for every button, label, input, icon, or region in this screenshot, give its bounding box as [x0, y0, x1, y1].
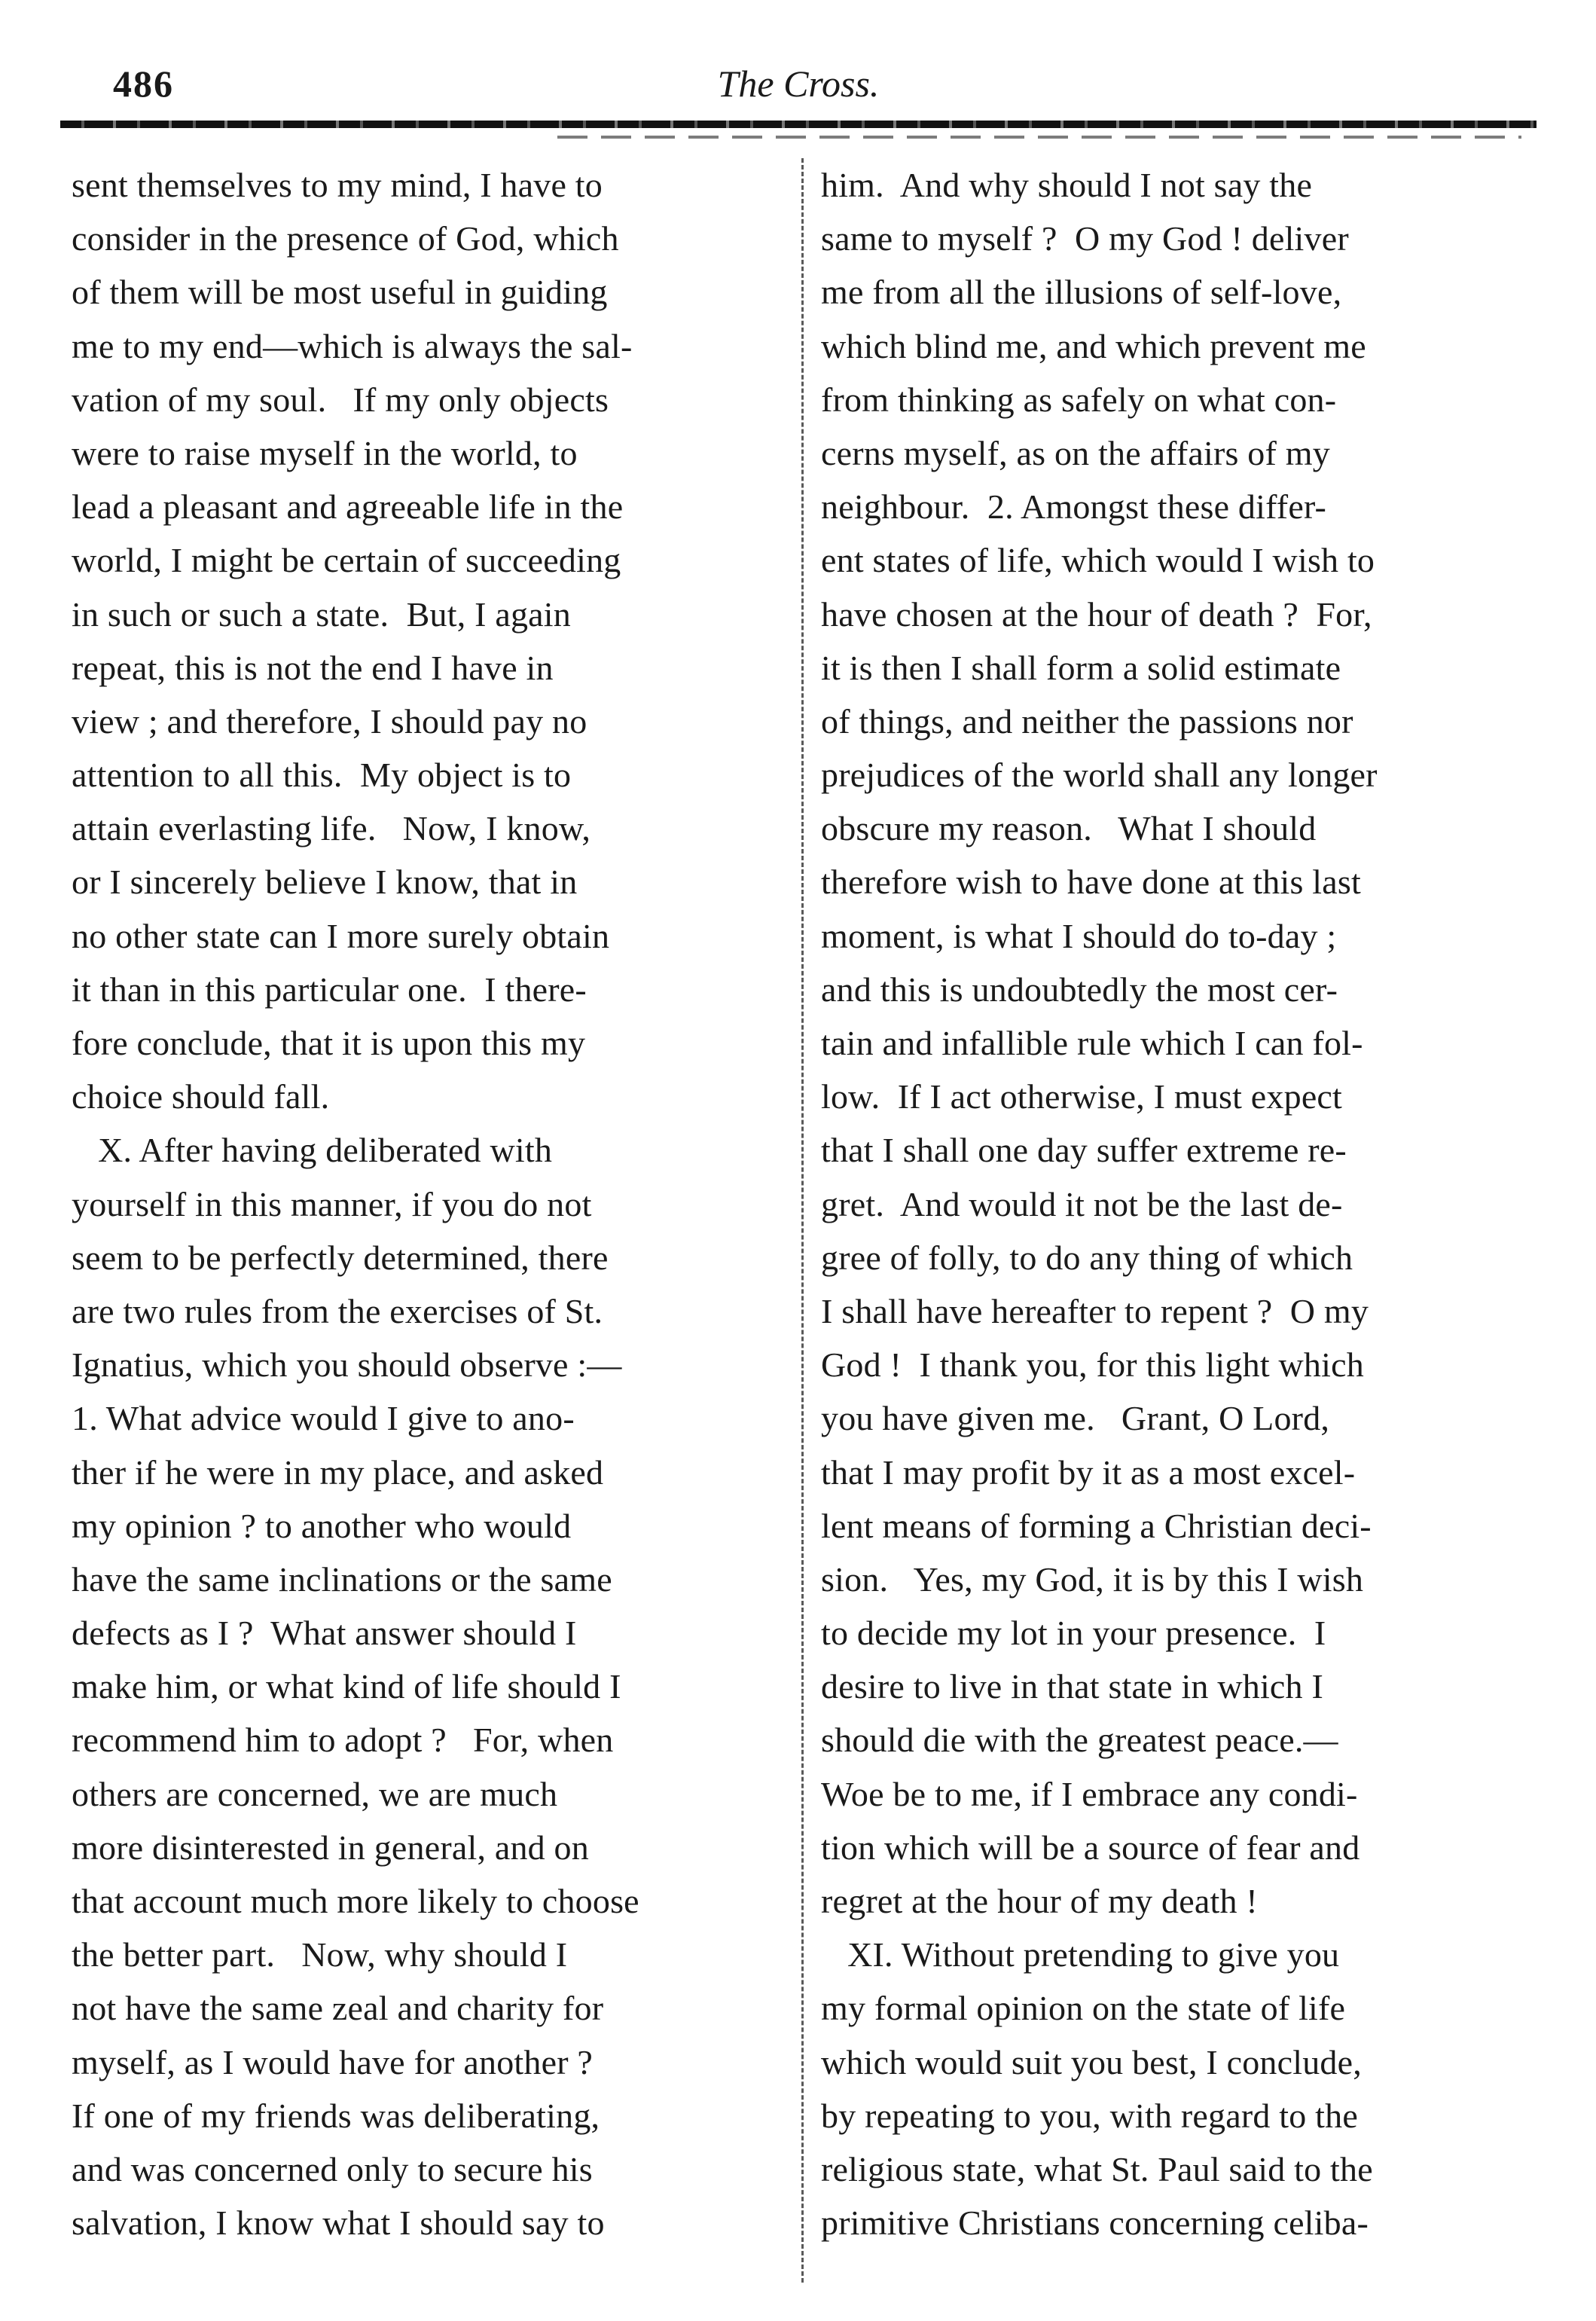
text-line: X. After having deliberated with: [72, 1131, 553, 1170]
text-line: desire to live in that state in which I: [821, 1667, 1323, 1706]
text-line: that account much more likely to choose: [72, 1882, 639, 1920]
text-line: prejudices of the world shall any longer: [821, 756, 1378, 795]
text-line: defects as I ? What answer should I: [72, 1614, 577, 1653]
text-line: myself, as I would have for another ?: [72, 2042, 594, 2081]
text-line: and was concerned only to secure his: [72, 2149, 593, 2188]
text-line: Woe be to me, if I embrace any condi-: [821, 1774, 1358, 1813]
right-column: [821, 158, 1536, 2249]
text-line: you have given me. Grant, O Lord,: [821, 1399, 1330, 1438]
text-line: view ; and therefore, I should pay no: [72, 701, 587, 741]
text-line: attention to all this. My object is to: [72, 756, 572, 795]
text-line: lent means of forming a Christian deci-: [821, 1506, 1372, 1545]
text-line: primitive Christians concerning celiba-: [821, 2203, 1369, 2243]
text-line: attain everlasting life. Now, I know,: [72, 809, 591, 848]
text-line: in such or such a state. But, I again: [72, 594, 571, 634]
text-line: XI. Without pretending to give you: [821, 1935, 1340, 1974]
text-line: the better part. Now, why should I: [72, 1935, 568, 1974]
text-line: low. If I act otherwise, I must expect: [821, 1077, 1343, 1116]
text-line: Ignatius, which you should observe :—: [72, 1345, 622, 1385]
text-line: therefore wish to have done at this last: [821, 863, 1361, 902]
text-line: that I may profit by it as a most excel-: [821, 1452, 1356, 1492]
text-line: regret at the hour of my death !: [821, 1882, 1258, 1920]
text-line: more disinterested in general, and on: [72, 1828, 589, 1867]
text-line: neighbour. 2. Amongst these differ-: [821, 487, 1327, 527]
header-rule: [60, 121, 1536, 128]
text-line: I shall have hereafter to repent ? O my: [821, 1291, 1369, 1330]
text-line: or I sincerely believe I know, that in: [72, 863, 578, 902]
text-line: which blind me, and which prevent me: [821, 326, 1366, 365]
text-line: are two rules from the exercises of St.: [72, 1291, 603, 1330]
text-line: seem to be perfectly determined, there: [72, 1238, 609, 1277]
text-line: obscure my reason. What I should: [821, 809, 1317, 848]
text-line: world, I might be certain of succeeding: [72, 541, 621, 580]
text-line: consider in the presence of God, which: [72, 219, 619, 258]
text-line: of them will be most useful in guiding: [72, 273, 608, 312]
text-line: tain and infallible rule which I can fol-: [821, 1024, 1363, 1062]
text-line: God ! I thank you, for this light which: [821, 1345, 1364, 1385]
left-column: [72, 158, 783, 2249]
text-line: fore conclude, that it is upon this my: [72, 1024, 586, 1062]
text-line: repeat, this is not the end I have in: [72, 648, 554, 687]
column-divider: [801, 158, 804, 2283]
text-line: same to myself ? O my God ! deliver: [821, 219, 1349, 258]
text-line: If one of my friends was deliberating,: [72, 2096, 600, 2135]
page-header: [60, 30, 1536, 113]
text-line: religious state, what St. Paul said to the: [821, 2149, 1373, 2188]
text-line: no other state can I more surely obtain: [72, 916, 610, 955]
text-line: which would suit you best, I conclude,: [821, 2042, 1362, 2081]
text-line: lead a pleasant and agreeable life in the: [72, 487, 624, 527]
text-line: gret. And would it not be the last de-: [821, 1184, 1343, 1223]
text-line: yourself in this manner, if you do not: [72, 1184, 592, 1223]
text-line: that I shall one day suffer extreme re-: [821, 1131, 1347, 1170]
text-line: by repeating to you, with regard to the: [821, 2096, 1358, 2135]
text-line: 1. What advice would I give to ano-: [72, 1399, 575, 1438]
text-line: should die with the greatest peace.—: [821, 1721, 1338, 1760]
text-line: choice should fall.: [72, 1077, 330, 1116]
text-line: have the same inclinations or the same: [72, 1559, 612, 1599]
text-line: recommend him to adopt ? For, when: [72, 1721, 614, 1760]
text-line: sion. Yes, my God, it is by this I wish: [821, 1559, 1364, 1599]
text-line: ther if he were in my place, and asked: [72, 1452, 604, 1492]
text-line: from thinking as safely on what con-: [821, 380, 1337, 419]
running-title: The Cross.: [717, 63, 880, 105]
text-line: it is then I shall form a solid estimate: [821, 648, 1341, 687]
text-line: ent states of life, which would I wish to: [821, 541, 1375, 580]
text-line: were to raise myself in the world, to: [72, 433, 578, 472]
text-line: me to my end—which is always the sal-: [72, 326, 633, 365]
text-line: and this is undoubtedly the most cer-: [821, 970, 1338, 1009]
text-line: my formal opinion on the state of life: [821, 1989, 1346, 2028]
text-line: gree of folly, to do any thing of which: [821, 1238, 1353, 1277]
text-line: have chosen at the hour of death ? For,: [821, 594, 1372, 634]
text-line: vation of my soul. If my only objects: [72, 380, 609, 419]
text-line: me from all the illusions of self-love,: [821, 273, 1342, 312]
text-line: salvation, I know what I should say to: [72, 2203, 605, 2243]
page-number: 486: [113, 63, 174, 105]
text-line: of things, and neither the passions nor: [821, 701, 1353, 741]
text-line: make him, or what kind of life should I: [72, 1667, 621, 1706]
text-line: to decide my lot in your presence. I: [821, 1614, 1326, 1653]
text-line: moment, is what I should do to-day ;: [821, 916, 1337, 955]
text-line: not have the same zeal and charity for: [72, 1989, 604, 2028]
text-line: cerns myself, as on the affairs of my: [821, 433, 1330, 472]
text-line: sent themselves to my mind, I have to: [72, 166, 603, 204]
text-line: others are concerned, we are much: [72, 1774, 558, 1813]
text-line: it than in this particular one. I there-: [72, 970, 587, 1009]
header-rule-faint: [557, 136, 1521, 139]
text-line: my opinion ? to another who would: [72, 1506, 572, 1545]
text-line: tion which will be a source of fear and: [821, 1828, 1360, 1867]
text-line: him. And why should I not say the: [821, 166, 1313, 204]
